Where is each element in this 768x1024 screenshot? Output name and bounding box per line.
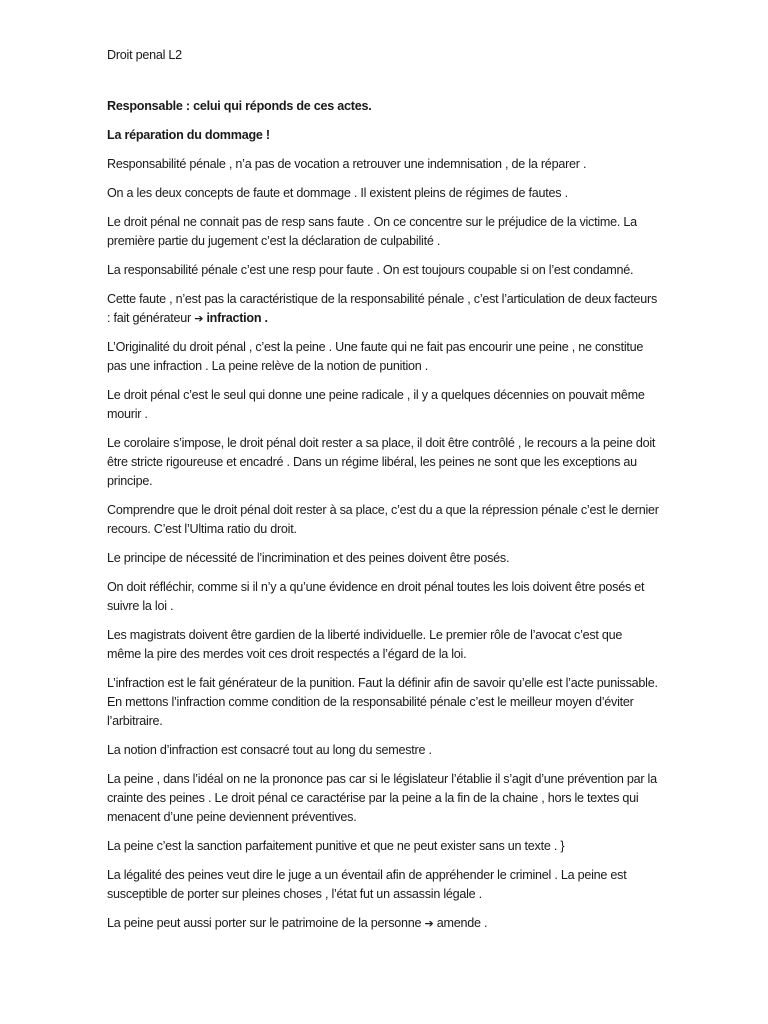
paragraph-17: La peine , dans l’idéal on ne la prononce pas car si le législateur l’établie il s’agit d’une prévention par la crainte des peines . Le droit pénal ce caractérise par la peine a la fin de la chaine , hors le textes qui menacent d’une peine deviennent préventives.: [107, 772, 657, 824]
paragraph-20-text: La peine peut aussi porter sur le patrimoine de la personne: [107, 916, 422, 930]
paragraph-12: Le principe de nécessité de l’incrimination et des peines doivent être posés.: [107, 551, 510, 565]
paragraph-18: La peine c’est la sanction parfaitement punitive et que ne peut exister sans un texte . }: [107, 839, 565, 853]
paragraph-3: Responsabilité pénale , n’a pas de vocation a retrouver une indemnisation , de la réparer .: [107, 157, 587, 171]
paragraph-7-emphasis: infraction .: [206, 311, 268, 325]
paragraph-9: Le droit pénal c’est le seul qui donne une peine radicale , il y a quelques décennies on pouvait même mourir .: [107, 388, 645, 421]
arrow-icon: ➔: [424, 917, 434, 930]
paragraph-10: Le corolaire s’impose, le droit pénal doit rester a sa place, il doit être contrôlé , le recours a la peine doit être stricte rigoureuse et encadré . Dans un régime libéral, les peines ne sont que les exceptions au principe.: [107, 436, 656, 488]
paragraph-16: La notion d’infraction est consacré tout au long du semestre .: [107, 743, 432, 757]
paragraph-2: La réparation du dommage !: [107, 128, 270, 142]
paragraph-20: [107, 914, 659, 933]
paragraph-7: [107, 290, 659, 328]
paragraph-11: Comprendre que le droit pénal doit rester à sa place, c’est du a que la répression pénale c’est le dernier recours. C’est l’Ultima ratio du droit.: [107, 503, 659, 536]
paragraph-14: Les magistrats doivent être gardien de la liberté individuelle. Le premier rôle de l’avocat c’est que même la pire des merdes voit ces droit respectés a l’égard de la loi.: [107, 628, 623, 661]
paragraph-15: L’infraction est le fait générateur de la punition. Faut la définir afin de savoir qu’elle est l’acte punissable. En mettons l’infraction comme condition de la responsabilité pénale c’est le meilleur moyen d’éviter l’arbitraire.: [107, 676, 658, 728]
arrow-icon: ➔: [194, 312, 204, 325]
document-header: Droit penal L2: [107, 48, 182, 62]
paragraph-13: On doit réfléchir, comme si il n’y a qu’une évidence en droit pénal toutes les lois doivent être posés et suivre la loi .: [107, 580, 645, 613]
paragraph-19: La légalité des peines veut dire le juge a un éventail afin de appréhender le criminel . La peine est susceptible de porter sur pleines choses , l’état fut un assassin légale .: [107, 868, 627, 901]
document-body: [107, 46, 659, 943]
paragraph-5: Le droit pénal ne connait pas de resp sans faute . On ce concentre sur le préjudice de la victime. La première partie du jugement c’est la déclaration de culpabilité .: [107, 215, 637, 248]
paragraph-8: L’Originalité du droit pénal , c’est la peine . Une faute qui ne fait pas encourir une peine , ne constitue pas une infraction . La peine relève de la notion de punition .: [107, 340, 644, 373]
paragraph-7-text: Cette faute , n’est pas la caractéristique de la responsabilité pénale , c’est l’articulation de deux facteurs : fait générateur: [107, 292, 658, 325]
paragraph-20-tail: amende .: [436, 916, 488, 930]
paragraph-4: On a les deux concepts de faute et dommage . Il existent pleins de régimes de fautes .: [107, 186, 568, 200]
paragraph-1: Responsable : celui qui réponds de ces actes.: [107, 99, 372, 113]
paragraph-6: La responsabilité pénale c’est une resp pour faute . On est toujours coupable si on l’est condamné.: [107, 263, 634, 277]
